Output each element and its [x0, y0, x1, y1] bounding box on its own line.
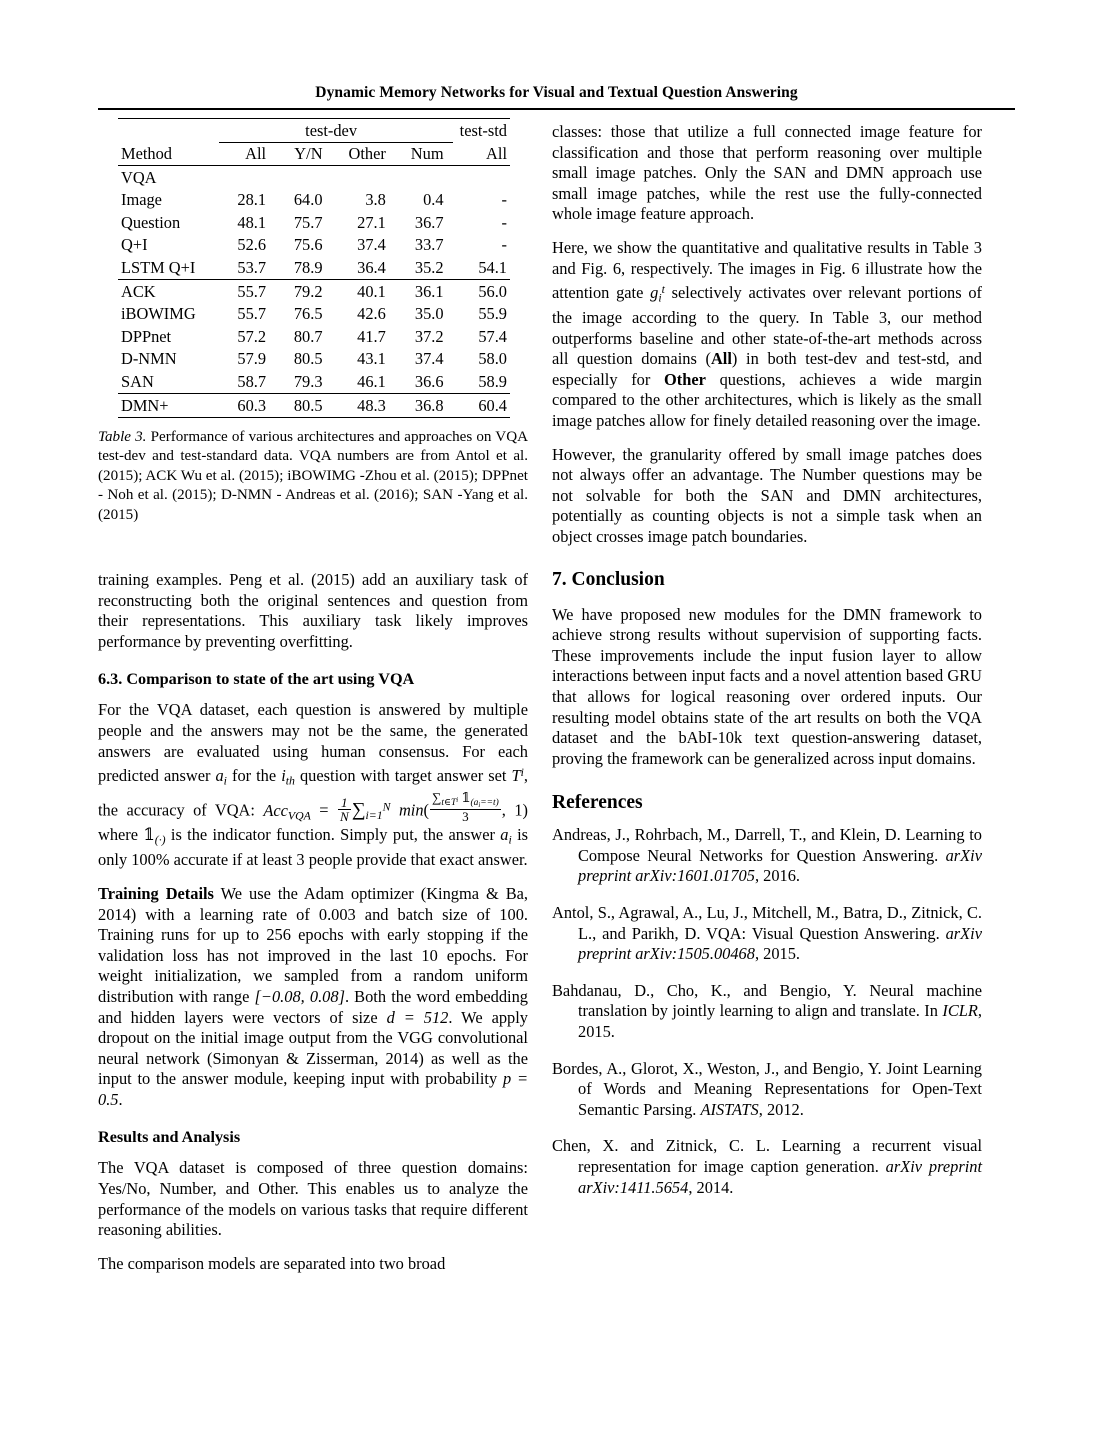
- cell-yn: 79.2: [275, 280, 331, 303]
- para-vqa-accuracy: For the VQA dataset, each question is answered by multiple people and the answers may not be the same, the generated answers are evaluated using human consensus. For each predicted answer $a_i$ for the $i_{th}$ question with target answer set $T^i$, the accuracy of VQA: Acc$_{VQA}$ = $\frac{1}{N}$ $\sum_{i=1}^N$ min( $\frac{\sum_{t\in T^i} 𝟙_{(a_i==t)}}{3}$ , 1) where $𝟙_{(\cdot)}$ is the indicator function. Simply put, the answer $a_i$ is only 100% accurate if at least 3 people provide that exact answer.: [98, 700, 529, 870]
- math-attention-gate: $g_i^t$: [650, 282, 665, 305]
- heading-results-analysis: Results and Analysis: [98, 1128, 241, 1147]
- cell-std: 60.4: [453, 393, 510, 417]
- cell-num: 0.4: [423, 190, 444, 210]
- table-column-header-row: [118, 142, 510, 166]
- cell-yn: 79.3: [293, 371, 323, 391]
- col-header-yn: Y/N: [275, 142, 331, 166]
- cell-method: Image: [121, 190, 162, 210]
- cell-yn: 76.5: [293, 304, 323, 324]
- math-dropout-p: p = 0.5: [98, 1069, 529, 1109]
- reference-item: [552, 1059, 982, 1121]
- table-row: [118, 189, 510, 212]
- cell-all: 60.3: [219, 393, 275, 417]
- cell-all: 52.6: [237, 235, 267, 255]
- cell-std: [453, 166, 510, 189]
- para-here-results: [552, 238, 982, 432]
- reference-venue: arXiv preprint arXiv:1411.5654: [578, 1157, 982, 1197]
- cell-all: [219, 166, 275, 189]
- cell-other: 36.4: [357, 258, 386, 278]
- cell-std: -: [501, 235, 507, 255]
- math-one-over-n: $\frac{1}{N}$: [339, 795, 349, 825]
- reference-venue: ICLR: [942, 1001, 978, 1021]
- para-vqa-seg6: is the indicator function. Simply put, the answer: [165, 825, 501, 845]
- math-indicator-fraction: $\frac{\sum_{t\in T^i} 𝟙_{(a_i==t)}}{3}$: [432, 790, 499, 825]
- table-row: [118, 234, 510, 257]
- para-results-1: The VQA dataset is composed of three question domains: Yes/No, Number, and Other. This enables us to analyze the performance of the models on various tasks that require different reasoning abilities.: [98, 1158, 528, 1240]
- cell-all: 53.7: [237, 258, 267, 278]
- reference-year: , 2015.: [754, 944, 801, 964]
- para-training-seg2: . Both the word embedding and hidden layers were vectors of size: [98, 986, 528, 1027]
- table-row: [118, 325, 510, 348]
- table-head: [118, 119, 510, 166]
- cell-method: iBOWIMG: [121, 304, 196, 324]
- reference-venue: arXiv preprint arXiv:1601.01705: [578, 845, 982, 886]
- para-vqa-seg1: For the VQA dataset, each question is answered by multiple people and the answers may not be the same, the generated answers are evaluated using human consensus. For each predicted answer: [98, 700, 528, 786]
- math-sum-limits: i=1: [365, 807, 383, 822]
- para-training-seg3: . We apply dropout on the initial image output from the VGG convolutional neural network (Simonyan & Zisserman, 2014) as well as the input to the answer module, keeping input with probability: [98, 1007, 528, 1089]
- cell-num: 37.4: [414, 349, 444, 369]
- cell-yn: 75.7: [293, 212, 323, 232]
- cell-method: ACK: [118, 280, 219, 303]
- cell-other: 3.8: [365, 190, 386, 210]
- reference-item: [552, 903, 982, 965]
- bold-all: All: [710, 349, 732, 369]
- cell-all: 55.7: [219, 280, 275, 303]
- cell-other: 41.7: [357, 326, 386, 346]
- cell-num: 33.7: [414, 235, 444, 255]
- para-here-seg1: Here, we show the quantitative and qualitative results in Table 3 and Fig. 6, respectively. The images in Fig. 6 illustrate how the attention gate: [552, 237, 982, 303]
- math-hidden-size: d = 512: [386, 1007, 449, 1027]
- table-caption: [98, 428, 528, 525]
- math-init-range: [−0.08, 0.08]: [254, 986, 345, 1006]
- cell-yn: [275, 166, 331, 189]
- reference-text: Bordes, A., Glorot, X., Weston, J., and Bengio, Y. Joint Learning of Words and Meaning Representations for Open-Text Semantic Parsing.: [552, 1058, 982, 1119]
- para-here-seg2: selectively activates over relevant portions of the image according to the query. In Table 3, our method outperforms baseline and other state-of-the-art methods across all question domains (: [552, 283, 982, 369]
- para-vqa-seg7: is only 100% accurate if at least 3 people provide that exact answer.: [98, 825, 529, 870]
- col-header-all-dev: All: [219, 142, 275, 166]
- col-header-other: Other: [332, 142, 395, 166]
- table-body: [118, 166, 510, 417]
- cell-yn: 80.5: [275, 393, 331, 417]
- para-here-seg3: ) in both test-dev and test-std, and especially for: [552, 349, 982, 389]
- reference-text: Bahdanau, D., Cho, K., and Bengio, Y. Neural machine translation by jointly learning to align and translate. In: [552, 980, 982, 1021]
- group-header-blank: [118, 119, 219, 143]
- reference-item: [552, 1136, 982, 1198]
- para-however-granularity: However, the granularity offered by small image patches does not always offer an advantage. The Number questions may be not solvable for both the SAN and DMN architectures, potentially as counting objects is not a simple task when an object crosses image patch boundaries.: [552, 444, 982, 546]
- table-row: [118, 280, 510, 303]
- cell-other: 43.1: [357, 349, 386, 369]
- math-a-i: $a_i$: [215, 766, 227, 788]
- cell-num: 35.2: [414, 258, 444, 278]
- para-training-details: [98, 884, 528, 1111]
- reference-year: , 2015.: [578, 1001, 982, 1042]
- math-T-i: $T^i$: [511, 765, 524, 786]
- reference-text: Andreas, J., Rohrbach, M., Darrell, T., and Klein, D. Learning to Compose Neural Networks for Question Answering.: [552, 825, 982, 865]
- cell-std: -: [501, 212, 507, 232]
- cell-num: 37.2: [414, 326, 444, 346]
- cell-method: DMN+: [118, 393, 219, 417]
- cell-method: Q+I: [121, 235, 148, 255]
- para-vqa-seg4: , the accuracy of VQA:: [98, 766, 528, 820]
- math-indicator-dot: (·): [154, 832, 166, 847]
- running-header-title: Dynamic Memory Networks for Visual and Textual Question Answering: [315, 84, 798, 101]
- table-row: [118, 256, 510, 279]
- para-training-examples: training examples. Peng et al. (2015) add an auxiliary task of reconstructing both the original sentences and question from their representations. This auxiliary task likely improves performance by preventing overfitting.: [98, 570, 528, 651]
- table-caption-label: Table 3.: [98, 429, 147, 445]
- cell-std: -: [501, 190, 507, 210]
- heading-6-3: 6.3. Comparison to state of the art using VQA: [98, 670, 415, 689]
- cell-method: SAN: [121, 371, 154, 391]
- cell-other: 42.6: [357, 304, 386, 324]
- para-classes: classes: those that utilize a full connected image feature for classification and those that perform reasoning over multiple small image patches. Only the SAN and DMN approach use small image patches, while the rest use the fully-connected whole image feature approach.: [552, 122, 982, 224]
- cell-yn: 80.7: [293, 326, 323, 346]
- cell-all: 55.7: [237, 304, 267, 324]
- math-min: min: [398, 800, 424, 820]
- col-header-all-std: All: [453, 142, 510, 166]
- cell-num: 36.8: [395, 393, 453, 417]
- cell-std: 58.9: [478, 371, 507, 391]
- cell-num: 35.0: [414, 304, 444, 324]
- col-header-num: Num: [395, 142, 453, 166]
- cell-other: 48.3: [332, 393, 395, 417]
- table-row: [118, 211, 510, 234]
- cell-all: 28.1: [237, 190, 267, 210]
- math-acc-vqa: Acc$_{VQA}$: [263, 800, 311, 822]
- para-vqa-seg3: question with target answer set: [294, 766, 512, 786]
- math-sum-upper: N: [382, 799, 391, 814]
- para-here-seg4: questions, achieves a wide margin compared to the other architectures, which is likely as the small image patches allow for finely detailed reasoning over the image.: [552, 369, 982, 430]
- bold-other: Other: [664, 369, 706, 389]
- cell-std: 57.4: [478, 326, 507, 346]
- results-table: [118, 118, 510, 418]
- reference-year: , 2016.: [754, 866, 801, 886]
- heading-training-details: Training Details: [98, 883, 214, 903]
- cell-num: [395, 166, 453, 189]
- reference-venue: arXiv preprint arXiv:1505.00468: [578, 923, 982, 964]
- heading-references: References: [552, 792, 643, 814]
- table-3-wrapper: [118, 118, 510, 418]
- reference-item: [552, 825, 982, 887]
- table-row: [118, 166, 510, 189]
- group-header-test-std: test-std: [453, 119, 510, 143]
- table-group-header-row: [118, 119, 510, 143]
- col-header-method: Method: [118, 142, 219, 166]
- cell-std: 56.0: [453, 280, 510, 303]
- cell-yn: 80.5: [293, 349, 323, 369]
- reference-text: Antol, S., Agrawal, A., Lu, J., Mitchell, M., Batra, D., Zitnick, C. L., and Parikh, D. VQA: Visual Question Answering.: [552, 903, 982, 943]
- cell-std: 55.9: [478, 304, 507, 324]
- cell-method: D-NMN: [121, 349, 177, 369]
- table-row: [118, 370, 510, 393]
- reference-text: Chen, X. and Zitnick, C. L. Learning a recurrent visual representation for image caption generation.: [552, 1136, 982, 1176]
- right-column: [552, 122, 982, 1214]
- cell-other: 37.4: [357, 235, 386, 255]
- table-row: [118, 303, 510, 326]
- para-training-seg4: .: [118, 1089, 123, 1109]
- cell-method: DPPnet: [121, 326, 172, 346]
- table-row-highlight: [118, 393, 510, 417]
- table-row: [118, 348, 510, 371]
- header-rule: [98, 108, 1015, 110]
- cell-other: 46.1: [357, 371, 386, 391]
- reference-item: [552, 981, 982, 1043]
- cell-yn: 75.6: [293, 235, 323, 255]
- para-vqa-seg5: where: [98, 825, 144, 845]
- cell-method: Question: [121, 212, 181, 232]
- reference-venue: AISTATS: [700, 1099, 759, 1119]
- cell-num: 36.7: [414, 212, 444, 232]
- reference-year: , 2014.: [688, 1177, 734, 1197]
- cell-num: 36.1: [395, 280, 453, 303]
- cell-std: 58.0: [478, 349, 507, 369]
- cell-all: 58.7: [237, 371, 267, 391]
- para-conclusion: We have proposed new modules for the DMN framework to achieve strong results without supervision of supporting facts. These improvements include the input fusion layer to allow interactions between input facts and a novel attention based GRU that allows for logical reasoning over ordered inputs. Our resulting model obtains state of the art results on both the VQA dataset and the bAbI-10k text question-answering dataset, proving the framework can be generalized across input domains.: [552, 604, 982, 768]
- cell-all: 48.1: [237, 212, 267, 232]
- para-vqa-seg2: for the: [226, 766, 282, 786]
- table-caption-text: Performance of various architectures and approaches on VQA test-dev and test-standard data. VQA numbers are from Antol et al. (2015); ACK Wu et al. (2015); iBOWIMG -Zhou et al. (2015); DPPnet - Noh et al. (2015); D-NMN - Andreas et al. (2016); SAN -Yang et al. (2015): [98, 429, 528, 523]
- cell-other: 27.1: [357, 212, 386, 232]
- cell-method: LSTM Q+I: [121, 258, 196, 278]
- para-results-2: The comparison models are separated into two broad: [98, 1253, 446, 1273]
- para-training-seg1: We use the Adam optimizer (Kingma & Ba, 2014) with a learning rate of 0.003 and batch size of 100. Training runs for up to 256 epochs with early stopping if the validation loss has not improved in the last 10 epochs. For weight initialization, we sampled from a random uniform distribution with range: [98, 883, 528, 1006]
- cell-yn: 64.0: [293, 190, 323, 210]
- cell-std: 54.1: [478, 258, 507, 278]
- cell-yn: 78.9: [293, 258, 323, 278]
- cell-other: [332, 166, 395, 189]
- cell-other: 40.1: [332, 280, 395, 303]
- cell-all: 57.9: [237, 349, 267, 369]
- reference-year: , 2012.: [758, 1099, 804, 1119]
- left-column: [98, 570, 528, 1287]
- cell-method: VQA: [121, 167, 157, 187]
- group-header-test-dev: test-dev: [219, 119, 453, 143]
- math-i-th: $i_{th}$: [281, 766, 295, 788]
- cell-num: 36.6: [414, 371, 444, 391]
- heading-7-conclusion: 7. Conclusion: [552, 568, 665, 590]
- math-a-i-2: $a_i$: [500, 825, 512, 847]
- cell-all: 57.2: [237, 326, 267, 346]
- math-sum: ∑: [351, 799, 366, 821]
